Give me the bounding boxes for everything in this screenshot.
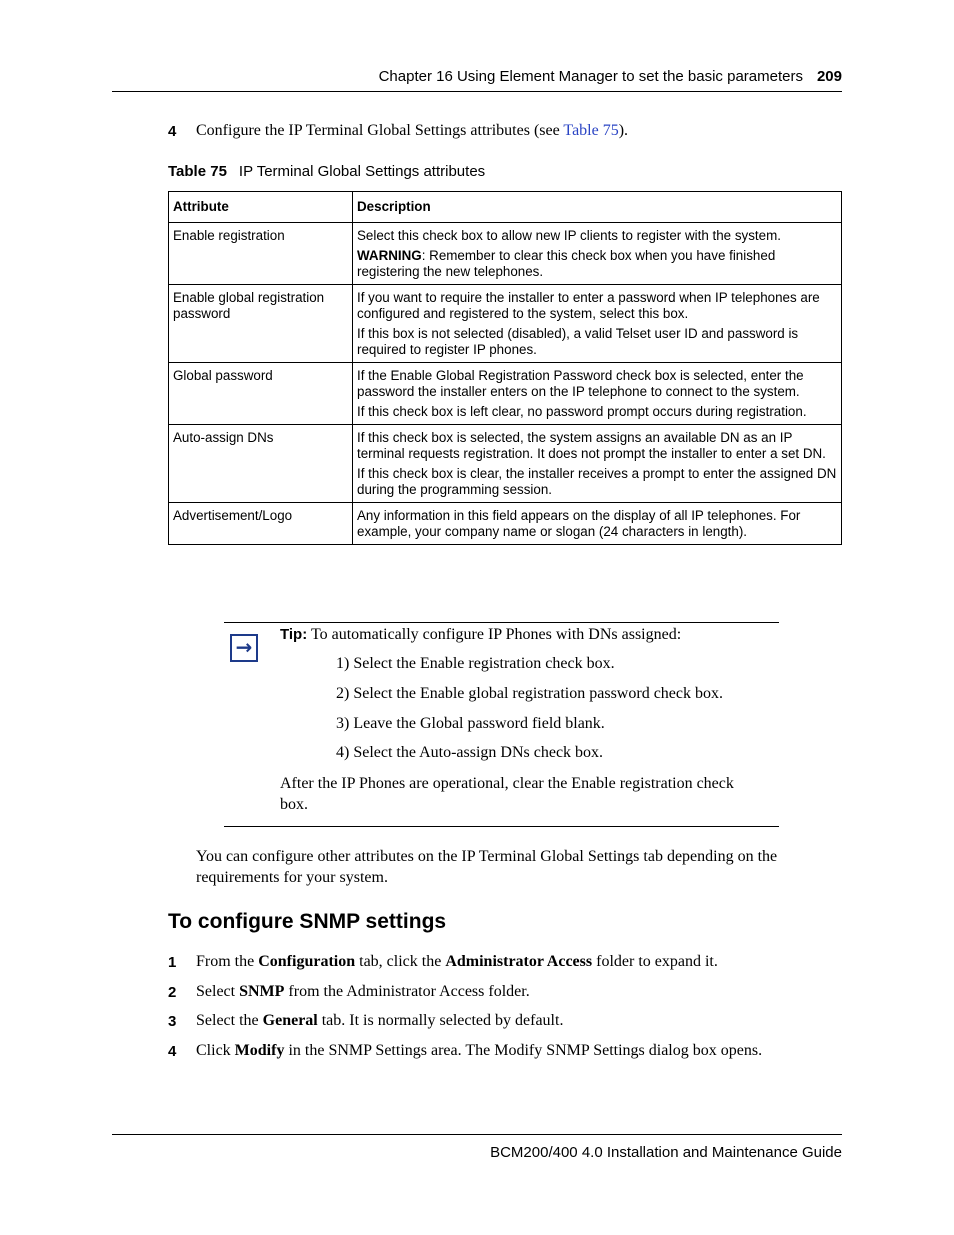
table-row (169, 363, 842, 425)
step-text: Click Modify in the SNMP Settings area. The Modify SNMP Settings dialog box opens. (196, 1042, 763, 1059)
description-cell: Any information in this field appears on the display of all IP telephones. For example, your company name or slogan (24 characters in length). (353, 503, 842, 545)
tip-intro: Tip: To automatically configure IP Phones with DNs assigned: (280, 626, 682, 643)
description-cell: Select this check box to allow new IP clients to register with the system. WARNING: Remember to clear this check box when you have finished registering the new telephones. (353, 223, 842, 285)
step-number: 3 (168, 1013, 177, 1030)
chapter-title: Chapter 16 Using Element Manager to set the basic parameters (378, 68, 803, 85)
body-paragraph: You can configure other attributes on the IP Terminal Global Settings tab depending on the requirements for your system. (196, 848, 778, 886)
table-row (169, 503, 842, 545)
step-number: 4 (168, 123, 177, 140)
footer-rule (112, 1134, 842, 1135)
column-header-description: Description (353, 192, 842, 223)
table-caption: Table 75 IP Terminal Global Settings attributes (168, 163, 486, 180)
warning-label: WARNING (357, 248, 422, 263)
header-rule (112, 91, 842, 92)
tip-after-line-2: box. (280, 796, 308, 813)
tip-item: 4) Select the Auto-assign DNs check box. (336, 744, 604, 761)
attribute-cell: Auto-assign DNs (169, 425, 353, 503)
table-row (169, 285, 842, 363)
attribute-cell: Global password (169, 363, 353, 425)
arrow-right-icon: → (230, 634, 258, 662)
section-heading: To configure SNMP settings (168, 910, 447, 933)
description-cell: If this check box is selected, the system assigns an available DN as an IP terminal requests registration. It does not prompt the installer to enter a set DN. If this check box is clear, the installer receives a prompt to enter the assigned DN during the programming session. (353, 425, 842, 503)
page-number: 209 (816, 68, 842, 85)
step-text: From the Configuration tab, click the Administrator Access folder to expand it. (196, 953, 718, 970)
attribute-cell: Enable registration (169, 223, 353, 285)
attributes-table (168, 191, 842, 545)
step-text: Select the General tab. It is normally selected by default. (196, 1012, 564, 1029)
intro-step-text: Configure the IP Terminal Global Settings attributes (see Table 75). (196, 122, 629, 139)
step-number: 4 (168, 1043, 177, 1060)
step-number: 2 (168, 984, 177, 1001)
description-cell: If you want to require the installer to enter a password when IP telephones are configured and registered to the system, select this box. If this box is not selected (disabled), a valid Telset user ID and password is required to register IP phones. (353, 285, 842, 363)
tip-item: 2) Select the Enable global registration password check box. (336, 685, 723, 702)
column-header-attribute: Attribute (169, 192, 353, 223)
tip-top-rule (224, 622, 779, 623)
description-cell: If the Enable Global Registration Password check box is selected, enter the password the installer enters on the IP telephone to connect to the system. If this check box is left clear, no password prompt occurs during registration. (353, 363, 842, 425)
table-75-link[interactable]: Table 75 (563, 122, 619, 139)
attribute-cell: Advertisement/Logo (169, 503, 353, 545)
running-header (379, 68, 842, 85)
tip-item: 1) Select the Enable registration check box. (336, 655, 615, 672)
tip-bottom-rule (224, 826, 779, 827)
tip-item: 3) Leave the Global password field blank. (336, 715, 605, 732)
footer-title: BCM200/400 4.0 Installation and Maintenance Guide (490, 1144, 842, 1161)
step-number: 1 (168, 954, 177, 971)
attribute-cell: Enable global registration password (169, 285, 353, 363)
tip-after-line-1: After the IP Phones are operational, clear the Enable registration check (280, 775, 734, 792)
tip-label: Tip: (280, 626, 308, 643)
step-text: Select SNMP from the Administrator Access folder. (196, 983, 530, 1000)
table-row (169, 425, 842, 503)
table-header-row (169, 192, 842, 223)
table-row (169, 223, 842, 285)
